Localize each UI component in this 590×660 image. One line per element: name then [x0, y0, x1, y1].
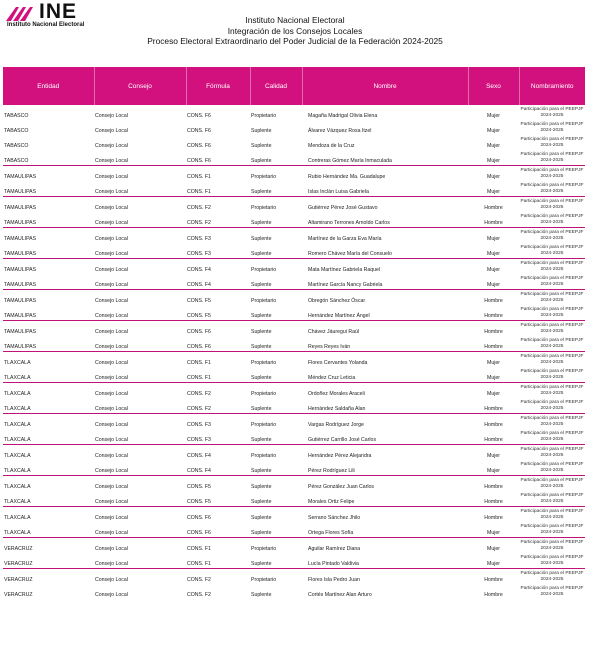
cell-entidad: TABASCO [4, 143, 29, 149]
cell-consejo: Consejo Local [94, 228, 186, 244]
cell-sexo: Hombre [468, 197, 519, 213]
cell-sexo: Mujer [468, 352, 519, 368]
cell-nombramiento: Participación para el PEEPJF 2024-2025 [519, 259, 585, 275]
cell-entidad: TLAXCALA [4, 375, 31, 381]
cell-formula: CONS. F1 [187, 375, 211, 381]
table-body [3, 105, 585, 599]
cell-nombramiento: Participación para el PEEPJF 2024-2025 [520, 585, 584, 597]
cell-sexo: Mujer [468, 383, 519, 399]
cell-nombramiento: Participación para el PEEPJF 2024-2025 [520, 106, 584, 118]
cell-sexo: Mujer [468, 166, 519, 182]
cell-consejo: Consejo Local [94, 476, 186, 492]
cell-entidad: TAMAULIPAS [4, 282, 37, 288]
cell-sexo: Hombre [468, 414, 519, 430]
cell-calidad: Suplente [250, 507, 302, 523]
cell-calidad: Suplente [251, 251, 272, 257]
cell-calidad: Suplente [251, 468, 272, 474]
cell-consejo: Consejo Local [94, 166, 186, 182]
cell-calidad: Suplente [250, 228, 302, 244]
cell-nombramiento: Participación para el PEEPJF 2024-2025 [520, 182, 584, 194]
cell-entidad: TAMAULIPAS [3, 290, 94, 306]
cell-formula: CONS. F6 [187, 530, 211, 536]
cell-entidad: TLAXCALA [3, 383, 94, 399]
cell-sexo: Mujer [487, 251, 500, 257]
cell-formula: CONS. F3 [187, 251, 211, 257]
cell-consejo: Consejo Local [95, 282, 128, 288]
cell-entidad: VERACRUZ [3, 569, 94, 585]
cell-entidad: TLAXCALA [4, 406, 31, 412]
table-row [3, 414, 585, 430]
cell-consejo: Consejo Local [94, 290, 186, 306]
logo-subtitle: Instituto Nacional Electoral [7, 22, 85, 28]
cell-entidad: TLAXCALA [4, 530, 31, 536]
cell-nombre: Flores Cervantes Yolanda [302, 352, 468, 368]
cell-calidad: Suplente [251, 437, 272, 443]
cell-entidad: TLAXCALA [4, 437, 31, 443]
column-header-nombramiento: Nombramiento [519, 67, 585, 105]
cell-nombramiento: Participación para el PEEPJF 2024-2025 [520, 244, 584, 256]
cell-nombre: Ortega Flores Sofía [308, 530, 354, 536]
cell-consejo: Consejo Local [95, 561, 128, 567]
cell-consejo: Consejo Local [95, 128, 128, 134]
cell-nombramiento: Participación para el PEEPJF 2024-2025 [519, 228, 585, 244]
cell-consejo: Consejo Local [94, 352, 186, 368]
cell-sexo: Mujer [487, 468, 500, 474]
cell-calidad: Propietario [251, 113, 277, 119]
cell-entidad: TAMAULIPAS [3, 321, 94, 337]
table-row [3, 321, 585, 337]
cell-sexo: Mujer [468, 228, 519, 244]
table-row [3, 584, 585, 599]
cell-formula: CONS. F2 [186, 197, 250, 213]
title-line-1: Instituto Nacional Electoral [245, 15, 345, 25]
cell-nombre: Magaña Madrigal Olivia Elena [308, 113, 378, 119]
cell-calidad: Suplente [251, 561, 272, 567]
cell-nombramiento: Participación para el PEEPJF 2024-2025 [519, 538, 585, 554]
consejos-table [3, 67, 585, 599]
table-row [3, 212, 585, 228]
cell-consejo: Consejo Local [95, 375, 128, 381]
cell-nombramiento: Participación para el PEEPJF 2024-2025 [519, 414, 585, 430]
column-header-sexo: Sexo [468, 67, 519, 105]
cell-nombre: Vargas Rodríguez Jorge [302, 414, 468, 430]
cell-nombramiento: Participación para el PEEPJF 2024-2025 [520, 275, 584, 287]
cell-entidad: TAMAULIPAS [3, 197, 94, 213]
cell-nombre: Lucía Pintado Valdivia [308, 561, 359, 567]
cell-nombramiento: Participación para el PEEPJF 2024-2025 [519, 166, 585, 182]
cell-consejo: Consejo Local [94, 197, 186, 213]
cell-entidad: TAMAULIPAS [3, 228, 94, 244]
cell-calidad: Propietario [250, 445, 302, 461]
title-line-3: Proceso Electoral Extraordinario del Poder Judicial de la Federación 2024-2025 [147, 36, 443, 46]
cell-sexo: Mujer [468, 259, 519, 275]
cell-calidad: Suplente [251, 189, 272, 195]
table-row [3, 166, 585, 182]
column-header-consejo: Consejo [94, 67, 186, 105]
cell-consejo: Consejo Local [95, 468, 128, 474]
cell-calidad: Suplente [251, 143, 272, 149]
cell-nombramiento: Participación para el PEEPJF 2024-2025 [520, 306, 584, 318]
cell-sexo: Hombre [468, 476, 519, 492]
table-row [3, 445, 585, 461]
cell-consejo: Consejo Local [94, 507, 186, 523]
cell-calidad: Propietario [250, 166, 302, 182]
cell-calidad: Propietario [250, 290, 302, 306]
title-line-2: Integración de los Consejos Locales [227, 25, 363, 36]
cell-nombre: Reyes Reyes Iván [308, 344, 351, 350]
cell-calidad: Suplente [251, 499, 272, 505]
cell-nombre: Serrano Sánchez Jhilo [302, 507, 468, 523]
cell-nombre: Pérez Rodríguez Lili [308, 468, 355, 474]
cell-nombre: Gutiérrez Carrillo José Carlos [308, 437, 377, 443]
cell-nombramiento: Participación para el PEEPJF 2024-2025 [519, 290, 585, 306]
table-row [3, 150, 585, 166]
cell-nombre: Mata Martínez Gabriela Raquel [302, 259, 468, 275]
cell-sexo: Mujer [487, 128, 500, 134]
table-row [3, 569, 585, 585]
cell-calidad: Suplente [251, 220, 272, 226]
table-row [3, 491, 585, 507]
cell-formula: CONS. F3 [186, 414, 250, 430]
cell-nombre: Obregón Sánchez Óscar [302, 290, 468, 306]
cell-formula: CONS. F3 [187, 437, 211, 443]
cell-nombre: Aguilar Ramírez Diana [302, 538, 468, 554]
cell-nombre: Chávez Jáuregui Raúl [302, 321, 468, 337]
table-row [3, 538, 585, 554]
cell-formula: CONS. F2 [187, 592, 211, 598]
table-row [3, 398, 585, 414]
cell-consejo: Consejo Local [95, 158, 128, 164]
cell-sexo: Hombre [468, 290, 519, 306]
cell-entidad: TAMAULIPAS [4, 220, 37, 226]
cell-nombre: Ordoñez Morales Araceli [302, 383, 468, 399]
cell-consejo: Consejo Local [95, 113, 128, 119]
cell-consejo: Consejo Local [94, 445, 186, 461]
cell-formula: CONS. F4 [187, 282, 211, 288]
cell-entidad: TAMAULIPAS [4, 344, 37, 350]
table-row [3, 181, 585, 197]
cell-nombramiento: Participación para el PEEPJF 2024-2025 [519, 507, 585, 523]
cell-formula: CONS. F2 [187, 220, 211, 226]
table-row [3, 259, 585, 275]
cell-consejo: Consejo Local [94, 259, 186, 275]
cell-calidad: Suplente [250, 321, 302, 337]
cell-nombre: Romero Chávez María del Consuelo [308, 251, 392, 257]
cell-nombre: Mendoza de la Cruz [308, 143, 355, 149]
table-row [3, 429, 585, 445]
cell-entidad: TLAXCALA [3, 476, 94, 492]
cell-formula: CONS. F6 [187, 143, 211, 149]
cell-consejo: Consejo Local [94, 321, 186, 337]
cell-nombramiento: Participación para el PEEPJF 2024-2025 [519, 197, 585, 213]
cell-sexo: Hombre [468, 321, 519, 337]
cell-calidad: Suplente [250, 476, 302, 492]
cell-calidad: Propietario [250, 259, 302, 275]
cell-nombre: Hernández Saldaña Alan [308, 406, 366, 412]
cell-sexo: Mujer [487, 375, 500, 381]
cell-formula: CONS. F1 [186, 352, 250, 368]
cell-nombramiento: Participación para el PEEPJF 2024-2025 [520, 121, 584, 133]
cell-nombre: Gutiérrez Pérez José Gustavo [302, 197, 468, 213]
cell-formula: CONS. F2 [187, 406, 211, 412]
cell-sexo: Hombre [484, 406, 503, 412]
cell-nombre: Hernández Martínez Ángel [308, 313, 370, 319]
cell-formula: CONS. F5 [186, 476, 250, 492]
cell-formula: CONS. F4 [187, 468, 211, 474]
cell-calidad: Propietario [250, 414, 302, 430]
cell-consejo: Consejo Local [95, 189, 128, 195]
cell-nombre: Cortés Martínez Alan Arturo [308, 592, 372, 598]
cell-nombre: Contreras Gómez María Inmaculada [308, 158, 392, 164]
cell-entidad: TAMAULIPAS [3, 259, 94, 275]
cell-calidad: Propietario [250, 569, 302, 585]
table-row [3, 522, 585, 538]
cell-consejo: Consejo Local [95, 530, 128, 536]
cell-sexo: Hombre [484, 344, 503, 350]
cell-entidad: TAMAULIPAS [4, 189, 37, 195]
cell-entidad: TAMAULIPAS [3, 166, 94, 182]
table-row [3, 197, 585, 213]
cell-nombramiento: Participación para el PEEPJF 2024-2025 [520, 213, 584, 225]
cell-calidad: Suplente [251, 375, 272, 381]
cell-formula: CONS. F1 [186, 166, 250, 182]
table-row [3, 135, 585, 150]
cell-nombre: Islas Inclán Luisa Gabriela [308, 189, 369, 195]
cell-calidad: Suplente [251, 344, 272, 350]
cell-formula: CONS. F3 [186, 228, 250, 244]
cell-consejo: Consejo Local [95, 437, 128, 443]
cell-formula: CONS. F4 [186, 259, 250, 275]
cell-sexo: Hombre [484, 220, 503, 226]
cell-consejo: Consejo Local [95, 344, 128, 350]
table-row [3, 228, 585, 244]
cell-sexo: Hombre [468, 569, 519, 585]
column-header-nombre: Nombre [302, 67, 468, 105]
cell-calidad: Propietario [250, 383, 302, 399]
cell-nombramiento: Participación para el PEEPJF 2024-2025 [519, 445, 585, 461]
cell-formula: CONS. F6 [187, 158, 211, 164]
cell-nombramiento: Participación para el PEEPJF 2024-2025 [519, 321, 585, 337]
cell-formula: CONS. F5 [187, 313, 211, 319]
table-row [3, 305, 585, 321]
cell-nombramiento: Participación para el PEEPJF 2024-2025 [520, 368, 584, 380]
cell-entidad: TLAXCALA [4, 499, 31, 505]
cell-nombramiento: Participación para el PEEPJF 2024-2025 [520, 399, 584, 411]
cell-nombramiento: Participación para el PEEPJF 2024-2025 [519, 476, 585, 492]
table-row [3, 105, 585, 120]
cell-nombramiento: Participación para el PEEPJF 2024-2025 [519, 352, 585, 368]
cell-entidad: TLAXCALA [3, 445, 94, 461]
cell-formula: CONS. F2 [186, 569, 250, 585]
table-row [3, 553, 585, 569]
column-header-calidad: Calidad [250, 67, 302, 105]
cell-sexo: Hombre [484, 437, 503, 443]
cell-consejo: Consejo Local [95, 251, 128, 257]
cell-consejo: Consejo Local [95, 313, 128, 319]
table-row [3, 120, 585, 135]
cell-nombre: Álvarez Vázquez Rosa Itzel [308, 128, 372, 134]
table-row [3, 290, 585, 306]
cell-entidad: TABASCO [4, 158, 29, 164]
logo-text: INE [39, 0, 78, 23]
cell-formula: CONS. F5 [186, 290, 250, 306]
table-row [3, 383, 585, 399]
cell-entidad: TABASCO [4, 128, 29, 134]
cell-calidad: Propietario [250, 352, 302, 368]
cell-sexo: Hombre [484, 313, 503, 319]
cell-entidad: TABASCO [4, 113, 29, 119]
column-header-entidad: Entidad [3, 67, 94, 105]
cell-nombramiento: Participación para el PEEPJF 2024-2025 [520, 337, 584, 349]
table-row [3, 352, 585, 368]
cell-entidad: VERACRUZ [4, 592, 33, 598]
table-header-row [3, 67, 585, 105]
document-title [0, 15, 590, 47]
cell-consejo: Consejo Local [95, 220, 128, 226]
cell-calidad: Suplente [251, 282, 272, 288]
cell-sexo: Mujer [487, 158, 500, 164]
cell-sexo: Mujer [487, 530, 500, 536]
cell-formula: CONS. F6 [186, 321, 250, 337]
cell-calidad: Suplente [251, 128, 272, 134]
cell-calidad: Suplente [251, 592, 272, 598]
table-row [3, 367, 585, 383]
cell-calidad: Suplente [251, 406, 272, 412]
cell-nombre: Morales Ortiz Felipe [308, 499, 355, 505]
cell-formula: CONS. F6 [187, 344, 211, 350]
cell-calidad: Propietario [250, 538, 302, 554]
cell-formula: CONS. F6 [187, 113, 211, 119]
table-row [3, 507, 585, 523]
cell-nombre: Martínez de la Garza Eva María [302, 228, 468, 244]
cell-formula: CONS. F1 [187, 561, 211, 567]
cell-nombramiento: Participación para el PEEPJF 2024-2025 [520, 554, 584, 566]
cell-nombramiento: Participación para el PEEPJF 2024-2025 [520, 136, 584, 148]
cell-nombre: Pérez González Juan Carlos [302, 476, 468, 492]
cell-sexo: Mujer [468, 445, 519, 461]
cell-consejo: Consejo Local [94, 414, 186, 430]
cell-formula: CONS. F6 [186, 507, 250, 523]
cell-calidad: Suplente [251, 313, 272, 319]
cell-nombre: Altamirano Terrones Arnoldo Carlos [308, 220, 390, 226]
table-row [3, 274, 585, 290]
table-row [3, 476, 585, 492]
cell-nombramiento: Participación para el PEEPJF 2024-2025 [520, 430, 584, 442]
cell-consejo: Consejo Local [94, 538, 186, 554]
cell-sexo: Mujer [487, 189, 500, 195]
cell-nombramiento: Participación para el PEEPJF 2024-2025 [520, 151, 584, 163]
cell-formula: CONS. F2 [186, 383, 250, 399]
cell-sexo: Mujer [487, 143, 500, 149]
cell-entidad: TLAXCALA [3, 352, 94, 368]
cell-entidad: VERACRUZ [3, 538, 94, 554]
cell-entidad: TAMAULIPAS [4, 251, 37, 257]
cell-formula: CONS. F1 [186, 538, 250, 554]
cell-nombramiento: Participación para el PEEPJF 2024-2025 [519, 569, 585, 585]
cell-entidad: TAMAULIPAS [4, 313, 37, 319]
cell-sexo: Mujer [468, 538, 519, 554]
column-header-formula: Fórmula [186, 67, 250, 105]
cell-entidad: TLAXCALA [3, 414, 94, 430]
cell-calidad: Suplente [251, 530, 272, 536]
cell-nombramiento: Participación para el PEEPJF 2024-2025 [520, 492, 584, 504]
cell-consejo: Consejo Local [94, 383, 186, 399]
cell-consejo: Consejo Local [95, 592, 128, 598]
cell-entidad: TLAXCALA [4, 468, 31, 474]
cell-consejo: Consejo Local [94, 569, 186, 585]
cell-nombramiento: Participación para el PEEPJF 2024-2025 [520, 461, 584, 473]
cell-consejo: Consejo Local [95, 406, 128, 412]
cell-consejo: Consejo Local [95, 499, 128, 505]
table-row [3, 460, 585, 476]
cell-consejo: Consejo Local [95, 143, 128, 149]
cell-nombre: Rubio Hernández Ma. Guadalupe [302, 166, 468, 182]
cell-sexo: Mujer [487, 561, 500, 567]
cell-nombre: Hernández Pérez Alejandra [302, 445, 468, 461]
cell-nombramiento: Participación para el PEEPJF 2024-2025 [520, 523, 584, 535]
cell-nombre: Méndez Cruz Leticia [308, 375, 356, 381]
cell-sexo: Hombre [484, 499, 503, 505]
cell-sexo: Hombre [484, 592, 503, 598]
cell-sexo: Hombre [468, 507, 519, 523]
cell-calidad: Suplente [251, 158, 272, 164]
cell-formula: CONS. F6 [187, 128, 211, 134]
cell-entidad: TLAXCALA [3, 507, 94, 523]
cell-nombre: Martínez García Nancy Gabriela [308, 282, 383, 288]
cell-calidad: Propietario [250, 197, 302, 213]
cell-formula: CONS. F1 [187, 189, 211, 195]
cell-sexo: Mujer [487, 282, 500, 288]
table-row [3, 336, 585, 352]
cell-formula: CONS. F5 [187, 499, 211, 505]
table-row [3, 243, 585, 259]
cell-sexo: Mujer [487, 113, 500, 119]
cell-formula: CONS. F4 [186, 445, 250, 461]
cell-nombramiento: Participación para el PEEPJF 2024-2025 [519, 383, 585, 399]
cell-nombre: Flores Isla Pedro Juan [302, 569, 468, 585]
cell-entidad: VERACRUZ [4, 561, 33, 567]
